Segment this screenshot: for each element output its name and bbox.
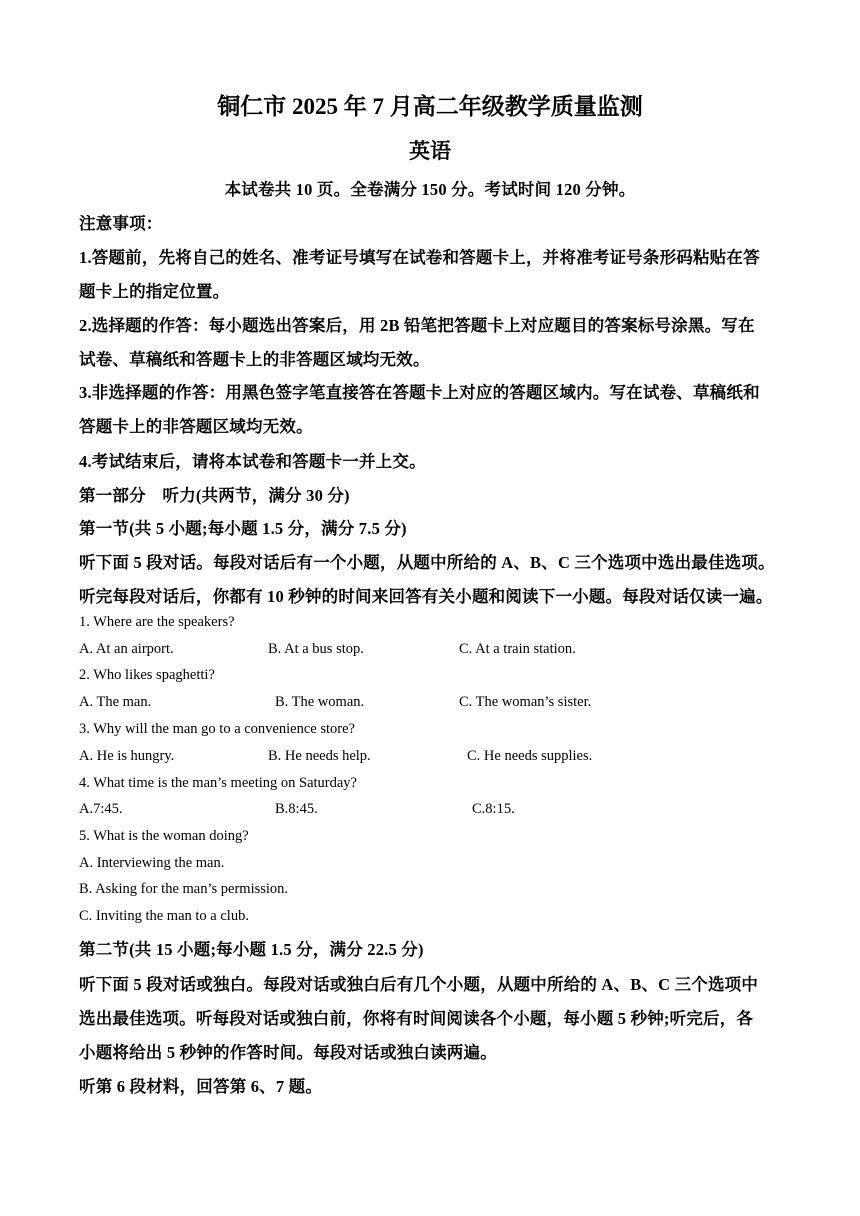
- section2-instruction: 听下面 5 段对话或独白。每段对话或独白后有几个小题，从题中所给的 A、B、C 三个选项中: [79, 975, 759, 994]
- question-5: 5. What is the woman doing?: [79, 828, 249, 844]
- note-line: 2.选择题的作答：每小题选出答案后，用 2B 铅笔把答题卡上对应题目的答案标号涂黑。写在: [79, 316, 755, 335]
- option-2a: A. The man.: [79, 694, 152, 710]
- section2-instruction: 选出最佳选项。听每段对话或独白前，你将有时间阅读各个小题，每小题 5 秒钟;听完后，各: [79, 1009, 754, 1028]
- section1-instruction: 听完每段对话后，你都有 10 秒钟的时间来回答有关小题和阅读下一小题。每段对话仅读一遍。: [79, 587, 773, 606]
- option-5b: B. Asking for the man’s permission.: [79, 881, 289, 897]
- option-2b: B. The woman.: [275, 694, 365, 710]
- note-line: 1.答题前，先将自己的姓名、准考证号填写在试卷和答题卡上，并将准考证号条形码粘贴在答: [79, 248, 760, 267]
- note-line: 题卡上的指定位置。: [79, 282, 230, 301]
- option-3b: B. He needs help.: [268, 748, 371, 764]
- part1-heading: 第一部分 听力(共两节，满分 30 分): [79, 486, 350, 505]
- option-1a: A. At an airport.: [79, 641, 174, 657]
- question-3: 3. Why will the man go to a convenience store?: [79, 721, 355, 737]
- option-1b: B. At a bus stop.: [268, 641, 364, 657]
- option-3a: A. He is hungry.: [79, 748, 175, 764]
- section1-heading: 第一节(共 5 小题;每小题 1.5 分，满分 7.5 分): [79, 519, 407, 538]
- notes-heading: 注意事项：: [79, 214, 163, 233]
- option-2c: C. The woman’s sister.: [459, 694, 592, 710]
- option-4b: B.8:45.: [275, 801, 318, 817]
- question-4: 4. What time is the man’s meeting on Saturday?: [79, 775, 357, 791]
- option-5c: C. Inviting the man to a club.: [79, 908, 249, 924]
- subject-title: 英语: [409, 139, 451, 163]
- section2-heading: 第二节(共 15 小题;每小题 1.5 分，满分 22.5 分): [79, 940, 424, 959]
- note-line: 答题卡上的非答题区域均无效。: [79, 417, 313, 436]
- option-4a: A.7:45.: [79, 801, 123, 817]
- note-line: 4.考试结束后，请将本试卷和答题卡一并上交。: [79, 452, 426, 471]
- option-5a: A. Interviewing the man.: [79, 855, 225, 871]
- note-line: 3.非选择题的作答：用黑色签字笔直接答在答题卡上对应的答题区域内。写在试卷、草稿纸和: [79, 383, 760, 402]
- option-3c: C. He needs supplies.: [467, 748, 593, 764]
- option-1c: C. At a train station.: [459, 641, 576, 657]
- exam-info: 本试卷共 10 页。全卷满分 150 分。考试时间 120 分钟。: [224, 180, 636, 199]
- question-2: 2. Who likes spaghetti?: [79, 667, 215, 683]
- question-1: 1. Where are the speakers?: [79, 614, 235, 630]
- note-line: 试卷、草稿纸和答题卡上的非答题区域均无效。: [79, 350, 430, 369]
- section1-instruction: 听下面 5 段对话。每段对话后有一个小题，从题中所给的 A、B、C 三个选项中选出最佳选项。: [79, 553, 775, 572]
- option-4c: C.8:15.: [472, 801, 515, 817]
- exam-title: 铜仁市 2025 年 7 月高二年级教学质量监测: [217, 94, 643, 119]
- section2-prompt: 听第 6 段材料，回答第 6、7 题。: [79, 1077, 323, 1096]
- section2-instruction: 小题将给出 5 秒钟的作答时间。每段对话或独白读两遍。: [79, 1043, 497, 1062]
